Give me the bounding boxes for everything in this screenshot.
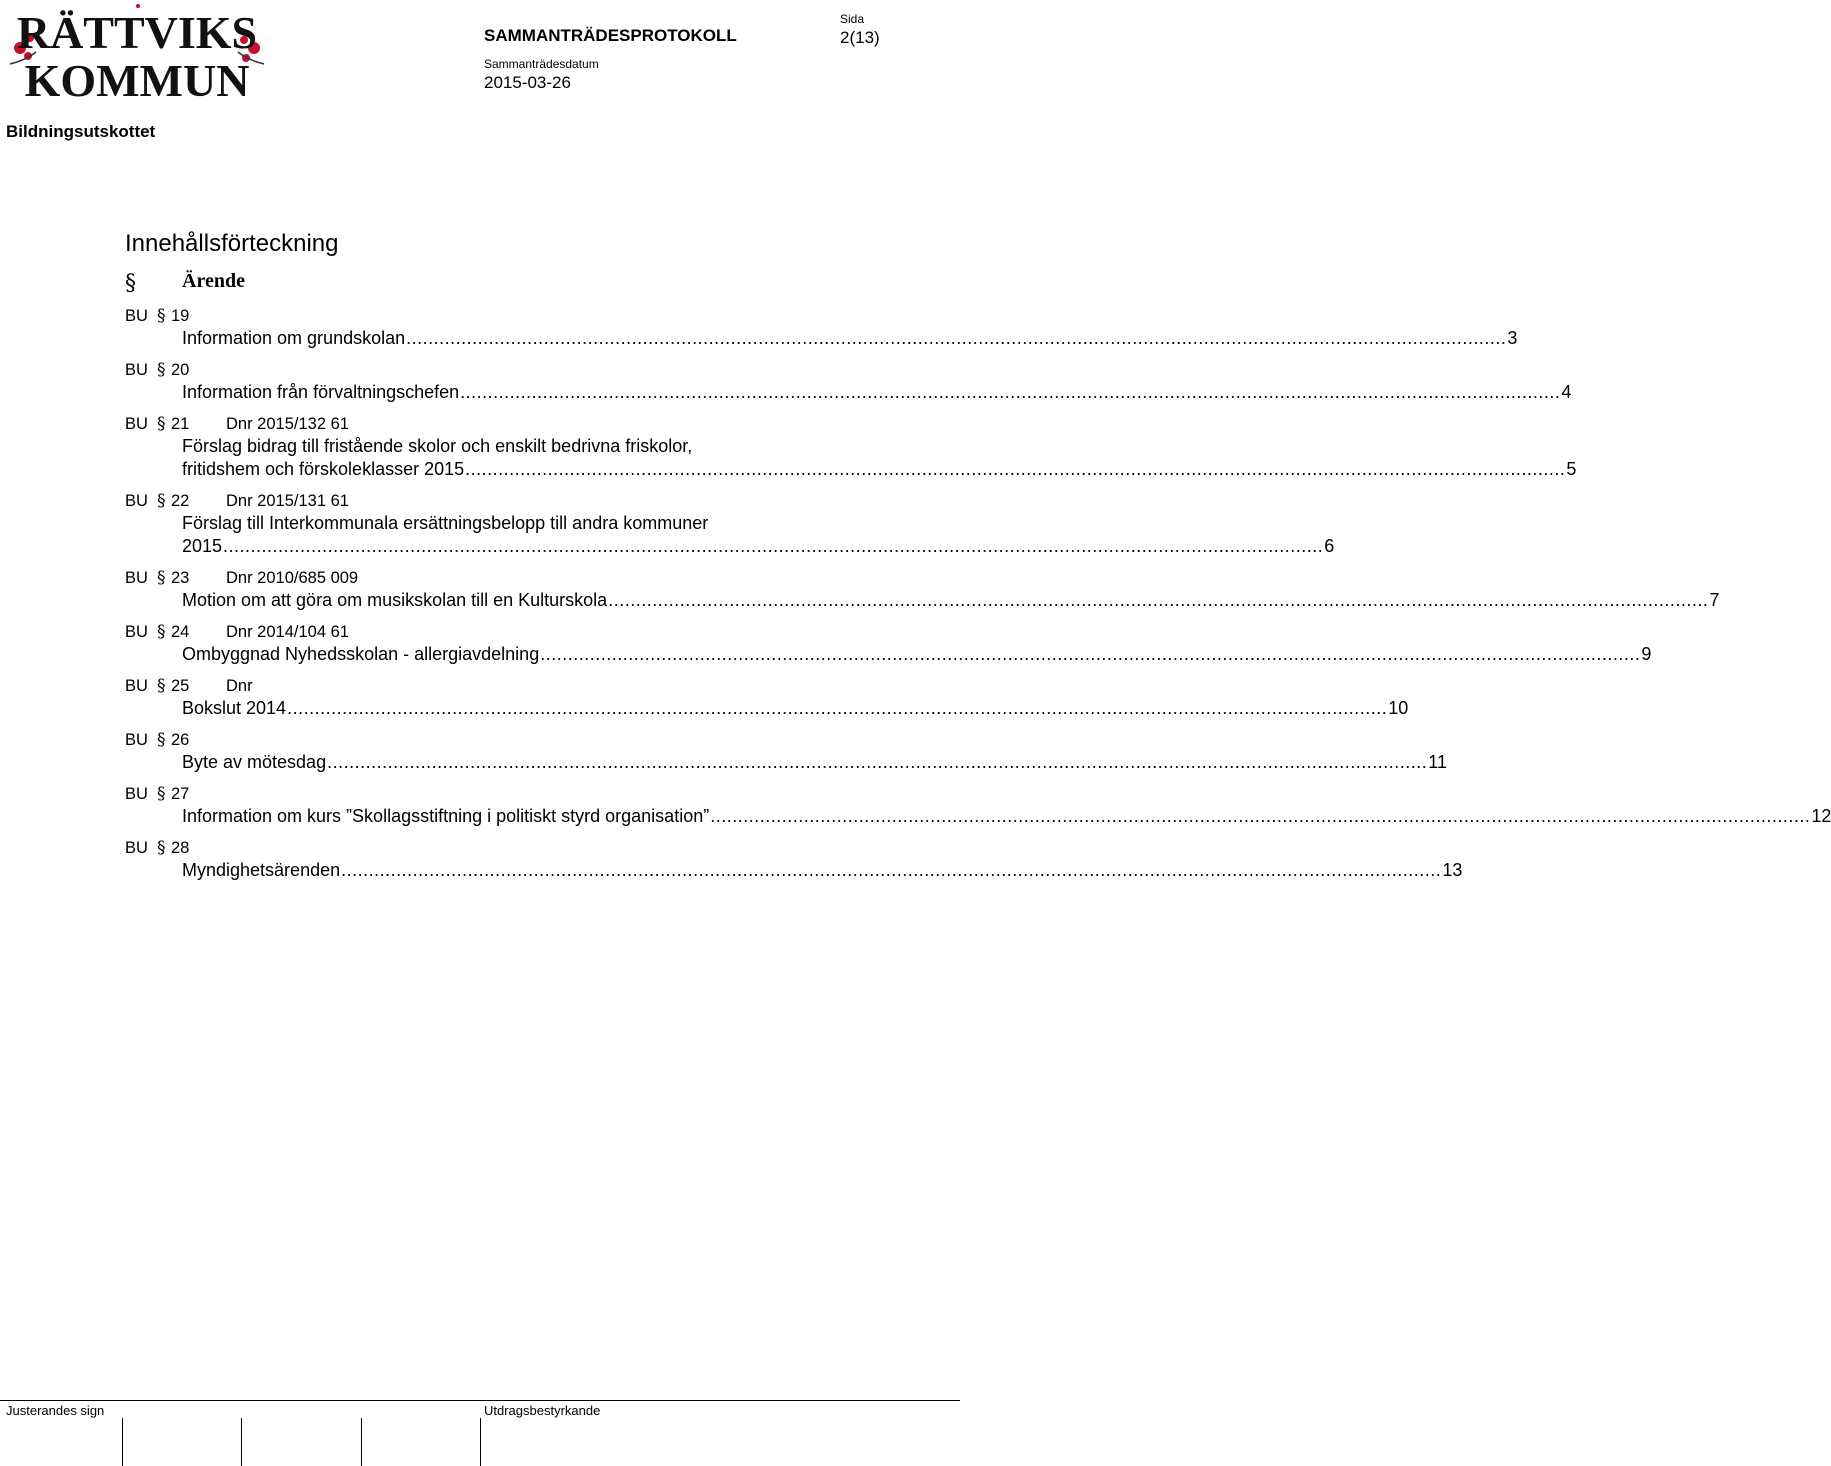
toc-entry-leader: ........................................................................................................................................................................................................ — [460, 382, 1561, 402]
adjuster-signature-label: Justerandes sign — [6, 1403, 105, 1418]
meeting-date-label: Sammanträdesdatum — [484, 57, 599, 71]
toc-entry-page: 4 — [1561, 382, 1572, 402]
toc-entry-leader: ........................................................................................................................................................................................................ — [223, 536, 1324, 556]
toc-entry[interactable] — [125, 567, 1720, 612]
toc-entry-last-line — [182, 327, 1518, 350]
toc-entry-header — [125, 837, 904, 859]
toc-entry-last-line — [182, 805, 1831, 828]
toc-entry-leader: ........................................................................................................................................................................................................ — [406, 328, 1507, 348]
logo-word-bottom: KOMMUN — [24, 55, 250, 106]
toc-entry-number: 26 — [171, 731, 190, 749]
toc-entry-title-line: Förslag bidrag till fristående skolor och enskilt bedrivna friskolor, — [182, 436, 693, 456]
toc-entry[interactable] — [125, 837, 1463, 882]
toc-entry-prefix: BU — [125, 677, 148, 695]
toc-entry-header — [125, 783, 904, 805]
toc-entry-title: Bokslut 2014 — [182, 698, 287, 718]
toc-entry-page: 10 — [1388, 698, 1409, 718]
toc-entry-section-symbol: § — [157, 838, 166, 858]
toc-entry-page: 5 — [1566, 459, 1577, 479]
toc-entry-page: 9 — [1641, 644, 1652, 664]
toc-entry-leader: ........................................................................................................................................................................................................ — [287, 698, 1388, 718]
toc-entry-header — [125, 567, 904, 589]
toc-entry-leader: ........................................................................................................................................................................................................ — [540, 644, 1641, 664]
toc-title: Innehållsförteckning — [125, 230, 339, 257]
toc-entry-number: 27 — [171, 785, 190, 803]
toc-entry-number: 20 — [171, 361, 190, 379]
page-number: 2(13) — [840, 28, 880, 47]
toc-entry-dnr: Dnr 2014/104 61 — [226, 623, 349, 641]
toc-entry-last-line — [182, 697, 1409, 720]
toc-entry-last-line — [182, 535, 1335, 558]
toc-entry-number: 22 — [171, 492, 190, 510]
toc-list — [125, 305, 1831, 891]
toc-entry-title-line: Förslag till Interkommunala ersättningsbelopp till andra kommuner — [182, 513, 709, 533]
toc-entry[interactable] — [125, 359, 1572, 404]
toc-entry-header — [125, 729, 904, 751]
document-type: SAMMANTRÄDESPROTOKOLL — [484, 26, 737, 45]
toc-entry-section-symbol: § — [157, 730, 166, 750]
toc-entry-title-lines — [125, 435, 904, 458]
toc-entry-page: 11 — [1428, 752, 1447, 772]
toc-entry-leader: ........................................................................................................................................................................................................ — [341, 860, 1442, 880]
logo-word-top: RÄTTVIKS — [16, 7, 258, 58]
toc-entry-prefix: BU — [125, 361, 148, 379]
toc-entry-prefix: BU — [125, 623, 148, 641]
toc-entry-page: 13 — [1442, 860, 1463, 880]
toc-entry-section-symbol: § — [157, 784, 166, 804]
toc-entry-title: Byte av mötesdag — [182, 752, 327, 772]
meeting-date: 2015-03-26 — [484, 73, 571, 92]
toc-entry[interactable] — [125, 783, 1831, 828]
toc-entry-prefix: BU — [125, 731, 148, 749]
toc-entry-leader: ........................................................................................................................................................................................................ — [710, 806, 1811, 826]
toc-entry[interactable] — [125, 729, 1447, 774]
toc-entry[interactable] — [125, 413, 1577, 481]
toc-entry-leader: ........................................................................................................................................................................................................ — [608, 590, 1709, 610]
page-label: Sida — [840, 12, 865, 26]
toc-entry-dnr: Dnr — [226, 677, 253, 695]
toc-entry[interactable] — [125, 305, 1518, 350]
toc-entry-header — [125, 490, 904, 512]
toc-entry-number: 24 — [171, 623, 190, 641]
toc-entry-last-line — [182, 751, 1447, 774]
toc-entry-page: 7 — [1709, 590, 1720, 610]
toc-entry-last-line — [182, 859, 1463, 882]
toc-entry-header — [125, 305, 904, 327]
signature-footer — [0, 1400, 960, 1466]
toc-entry-last-line — [182, 589, 1720, 612]
signature-box-divider — [480, 1418, 481, 1466]
toc-entry-last-line — [182, 643, 1652, 666]
toc-entry-title: Myndighetsärenden — [182, 860, 341, 880]
toc-entry-section-symbol: § — [157, 676, 166, 696]
toc-section-symbol: § — [125, 271, 136, 296]
toc-entry-page: 6 — [1324, 536, 1335, 556]
toc-entry-title: Information om grundskolan — [182, 328, 406, 348]
toc-entry-section-symbol: § — [157, 306, 166, 326]
toc-entry-number: 21 — [171, 415, 190, 433]
toc-entry-page: 3 — [1507, 328, 1518, 348]
toc-column-heading: Ärende — [182, 270, 245, 292]
toc-entry-number: 25 — [171, 677, 190, 695]
toc-entry-section-symbol: § — [157, 568, 166, 588]
signature-box-divider — [241, 1418, 242, 1466]
toc-entry[interactable] — [125, 490, 1335, 558]
committee-name: Bildningsutskottet — [6, 122, 156, 141]
toc-entry-number: 19 — [171, 307, 190, 325]
toc-entry-section-symbol: § — [157, 414, 166, 434]
toc-entry-header — [125, 675, 904, 697]
toc-entry-number: 28 — [171, 839, 190, 857]
toc-entry-dnr: Dnr 2015/131 61 — [226, 492, 349, 510]
toc-entry-title-lines — [125, 512, 904, 535]
municipality-logo — [6, 4, 268, 106]
toc-entry-header — [125, 621, 904, 643]
toc-entry-header — [125, 413, 904, 435]
toc-entry-title: Information om kurs ”Skollagsstiftning i politiskt styrd organisation” — [182, 806, 710, 826]
certification-label: Utdragsbestyrkande — [484, 1403, 601, 1418]
toc-entry-prefix: BU — [125, 785, 148, 803]
toc-entry-prefix: BU — [125, 415, 148, 433]
toc-entry-title: fritidshem och förskoleklasser 2015 — [182, 459, 465, 479]
toc-entry-dnr: Dnr 2010/685 009 — [226, 569, 359, 587]
toc-entry-leader: ........................................................................................................................................................................................................ — [465, 459, 1566, 479]
toc-entry-title: 2015 — [182, 536, 223, 556]
toc-entry[interactable] — [125, 675, 1409, 720]
toc-entry-prefix: BU — [125, 492, 148, 510]
toc-entry-dnr: Dnr 2015/132 61 — [226, 415, 349, 433]
toc-entry-number: 23 — [171, 569, 190, 587]
toc-entry-section-symbol: § — [157, 360, 166, 380]
signature-box-divider — [361, 1418, 362, 1466]
toc-entry-section-symbol: § — [157, 491, 166, 511]
toc-entry-section-symbol: § — [157, 622, 166, 642]
toc-entry-title: Information från förvaltningschefen — [182, 382, 460, 402]
toc-entry-prefix: BU — [125, 569, 148, 587]
toc-entry-leader: ........................................................................................................................................................................................................ — [327, 752, 1428, 772]
toc-entry-last-line — [182, 381, 1572, 404]
toc-entry[interactable] — [125, 621, 1652, 666]
toc-entry-prefix: BU — [125, 839, 148, 857]
footer-rule — [0, 1400, 960, 1401]
toc-entry-header — [125, 359, 904, 381]
signature-box-divider — [122, 1418, 123, 1466]
rattvik-logo-icon — [6, 4, 268, 106]
toc-entry-page: 12 — [1811, 806, 1831, 826]
toc-entry-last-line — [182, 458, 1577, 481]
toc-entry-title: Ombyggnad Nyhedsskolan - allergiavdelning — [182, 644, 540, 664]
toc-entry-title: Motion om att göra om musikskolan till en Kulturskola — [182, 590, 608, 610]
toc-entry-prefix: BU — [125, 307, 148, 325]
